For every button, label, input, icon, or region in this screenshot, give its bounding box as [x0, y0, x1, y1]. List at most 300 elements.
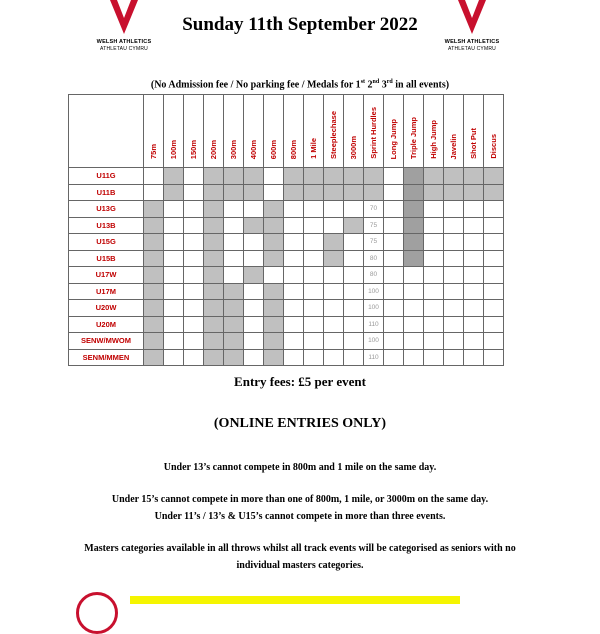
cell-unavailable — [164, 168, 184, 185]
cell-available — [184, 283, 204, 300]
cell-unavailable — [284, 168, 304, 185]
events-grid-body — [69, 168, 504, 366]
cell-available — [164, 349, 184, 366]
cell-available — [424, 349, 444, 366]
cell-available — [384, 184, 404, 201]
cell-available — [244, 349, 264, 366]
hurdle-height: 100 — [364, 283, 384, 300]
cell-available — [344, 349, 364, 366]
cell-available — [384, 267, 404, 284]
cell-available — [444, 267, 464, 284]
cell-unavailable — [264, 201, 284, 218]
cell-unavailable — [244, 184, 264, 201]
event-header — [464, 95, 484, 168]
cell-available — [244, 234, 264, 251]
cell-unavailable — [164, 184, 184, 201]
note-sup-3: rd — [386, 79, 393, 85]
cell-available — [424, 201, 444, 218]
table-row — [69, 300, 504, 317]
cell-available — [284, 283, 304, 300]
events-header-row — [69, 95, 504, 168]
cell-available — [304, 250, 324, 267]
cell-unavailable — [204, 250, 224, 267]
category-label: U11B — [69, 184, 144, 201]
event-header — [404, 95, 424, 168]
cell-available — [184, 333, 204, 350]
cell-available — [304, 349, 324, 366]
cell-available — [304, 267, 324, 284]
cell-unavailable — [264, 300, 284, 317]
cell-available — [324, 349, 344, 366]
cell-available — [304, 300, 324, 317]
cell-available — [484, 234, 504, 251]
admission-note — [0, 79, 600, 90]
cell-unavailable — [224, 300, 244, 317]
cell-available — [184, 300, 204, 317]
cell-available — [384, 168, 404, 185]
event-label: 300m — [229, 139, 238, 159]
category-label: U13B — [69, 217, 144, 234]
cell-available — [244, 333, 264, 350]
cell-available — [404, 316, 424, 333]
cell-unavailable — [224, 168, 244, 185]
cell-available — [424, 283, 444, 300]
cell-available — [404, 333, 424, 350]
cell-available — [404, 267, 424, 284]
logo-text-welsh: ATHLETAU CYMRU — [100, 46, 148, 52]
footer-logo-partial — [76, 592, 118, 634]
cell-available — [224, 201, 244, 218]
rule-under15: Under 15’s cannot compete in more than one of 800m, 1 mile, or 3000m on the same day. — [111, 494, 489, 505]
event-label: Discus — [489, 134, 498, 159]
table-row — [69, 168, 504, 185]
cell-unavailable — [324, 250, 344, 267]
cell-available — [424, 316, 444, 333]
category-label: U13G — [69, 201, 144, 218]
cell-available — [384, 333, 404, 350]
cell-unavailable — [464, 184, 484, 201]
cell-unavailable — [264, 333, 284, 350]
cell-available — [184, 316, 204, 333]
cell-available — [444, 316, 464, 333]
note-mid-2: 2 — [365, 79, 373, 91]
cell-unavailable — [344, 217, 364, 234]
logo-text-english: WELSH ATHLETICS — [444, 39, 500, 45]
cell-unavailable — [424, 184, 444, 201]
cell-available — [404, 349, 424, 366]
cell-unavailable-dark — [404, 168, 424, 185]
event-header — [264, 95, 284, 168]
table-row — [69, 333, 504, 350]
cell-available — [284, 349, 304, 366]
event-header — [344, 95, 364, 168]
cell-unavailable — [144, 267, 164, 284]
cell-available — [384, 316, 404, 333]
event-label: 600m — [269, 139, 278, 159]
page-title: Sunday 11th September 2022 — [182, 14, 418, 35]
rule-masters-line1: Masters categories available in all throws whilst all track events will be categorised as seniors with no — [84, 543, 516, 554]
event-header — [364, 95, 384, 168]
cell-available — [484, 300, 504, 317]
cell-unavailable-dark — [404, 234, 424, 251]
cell-unavailable — [284, 184, 304, 201]
cell-unavailable — [144, 349, 164, 366]
cell-available — [484, 333, 504, 350]
cell-unavailable — [444, 168, 464, 185]
hurdle-height: 110 — [364, 316, 384, 333]
event-header — [224, 95, 244, 168]
event-header — [244, 95, 264, 168]
cell-available — [324, 267, 344, 284]
cell-unavailable-dark — [404, 184, 424, 201]
cell-available — [184, 234, 204, 251]
cell-available — [244, 250, 264, 267]
hurdle-height: 75 — [364, 234, 384, 251]
cell-available — [424, 300, 444, 317]
cell-available — [484, 267, 504, 284]
event-label: 150m — [189, 139, 198, 159]
cell-available — [324, 217, 344, 234]
cell-available — [444, 300, 464, 317]
event-label: 75m — [149, 143, 158, 159]
cell-available — [144, 184, 164, 201]
event-header — [144, 95, 164, 168]
cell-available — [164, 234, 184, 251]
cell-available — [184, 250, 204, 267]
event-header — [424, 95, 444, 168]
cell-unavailable — [204, 234, 224, 251]
cell-available — [464, 333, 484, 350]
table-row — [69, 217, 504, 234]
footer-yellow-banner — [130, 596, 460, 604]
cell-available — [404, 283, 424, 300]
cell-available — [444, 349, 464, 366]
cell-available — [284, 250, 304, 267]
hurdle-height: 100 — [364, 300, 384, 317]
cell-available — [384, 234, 404, 251]
category-label: U15G — [69, 234, 144, 251]
cell-unavailable — [244, 267, 264, 284]
cell-available — [324, 333, 344, 350]
note-mid-3: 3 — [379, 79, 387, 91]
cell-available — [424, 234, 444, 251]
cell-available — [444, 283, 464, 300]
cell-available — [444, 250, 464, 267]
table-row — [69, 250, 504, 267]
cell-unavailable — [364, 184, 384, 201]
cell-unavailable — [144, 333, 164, 350]
cell-unavailable — [204, 201, 224, 218]
cell-available — [284, 333, 304, 350]
cell-available — [344, 234, 364, 251]
event-label: Steeplechase — [329, 111, 338, 159]
cell-unavailable — [444, 184, 464, 201]
hurdle-height: 75 — [364, 217, 384, 234]
cell-available — [244, 283, 264, 300]
cell-available — [304, 283, 324, 300]
cell-available — [164, 333, 184, 350]
online-entries-notice: (ONLINE ENTRIES ONLY) — [213, 416, 387, 431]
table-row — [69, 234, 504, 251]
cell-available — [464, 316, 484, 333]
cell-unavailable — [204, 300, 224, 317]
table-row — [69, 184, 504, 201]
cell-unavailable — [264, 349, 284, 366]
cell-available — [384, 201, 404, 218]
cell-available — [164, 201, 184, 218]
event-label: 1 Mile — [309, 138, 318, 159]
cell-available — [304, 234, 324, 251]
cell-available — [144, 168, 164, 185]
table-row — [69, 316, 504, 333]
cell-available — [344, 283, 364, 300]
event-label: 100m — [169, 139, 178, 159]
event-label: Javelin — [449, 133, 458, 159]
cell-available — [164, 300, 184, 317]
cell-available — [244, 300, 264, 317]
cell-available — [164, 267, 184, 284]
cell-available — [264, 267, 284, 284]
cell-unavailable — [204, 168, 224, 185]
cell-available — [344, 316, 364, 333]
cell-unavailable — [144, 217, 164, 234]
cell-unavailable — [324, 184, 344, 201]
cell-available — [284, 217, 304, 234]
cell-unavailable — [224, 184, 244, 201]
cell-available — [344, 300, 364, 317]
cell-available — [484, 283, 504, 300]
event-label: Sprint Hurdles — [369, 107, 378, 159]
cell-unavailable — [204, 267, 224, 284]
cell-available — [264, 168, 284, 185]
cell-available — [344, 250, 364, 267]
cell-available — [484, 250, 504, 267]
cell-unavailable — [144, 201, 164, 218]
category-label: SENW/MWOM — [69, 333, 144, 350]
cell-available — [284, 316, 304, 333]
cell-unavailable — [224, 316, 244, 333]
hurdle-height: 80 — [364, 267, 384, 284]
cell-available — [444, 234, 464, 251]
category-label: U17M — [69, 283, 144, 300]
cell-unavailable — [144, 283, 164, 300]
category-label: U15B — [69, 250, 144, 267]
cell-available — [424, 333, 444, 350]
cell-available — [184, 267, 204, 284]
cell-available — [444, 217, 464, 234]
cell-available — [324, 300, 344, 317]
cell-unavailable-dark — [404, 201, 424, 218]
cell-available — [304, 316, 324, 333]
cell-available — [324, 316, 344, 333]
cell-available — [164, 217, 184, 234]
cell-available — [384, 283, 404, 300]
cell-available — [464, 349, 484, 366]
cell-unavailable — [344, 168, 364, 185]
cell-available — [324, 283, 344, 300]
table-row — [69, 349, 504, 366]
cell-unavailable — [344, 184, 364, 201]
cell-available — [344, 201, 364, 218]
rule-under13: Under 13’s cannot compete in 800m and 1 mile on the same day. — [163, 462, 437, 473]
cell-available — [344, 333, 364, 350]
cell-unavailable — [424, 168, 444, 185]
cell-available — [164, 283, 184, 300]
cell-unavailable — [144, 234, 164, 251]
cell-available — [384, 300, 404, 317]
hurdle-height: 100 — [364, 333, 384, 350]
event-label: High Jump — [429, 120, 438, 159]
event-label: 3000m — [349, 135, 358, 159]
logo-text-english: WELSH ATHLETICS — [96, 39, 152, 45]
cell-available — [464, 234, 484, 251]
event-header — [324, 95, 344, 168]
cell-available — [424, 250, 444, 267]
cell-available — [424, 267, 444, 284]
cell-unavailable — [264, 217, 284, 234]
grid-corner — [69, 95, 144, 168]
event-label: Triple Jump — [409, 116, 418, 159]
cell-unavailable — [144, 250, 164, 267]
table-row — [69, 201, 504, 218]
cell-available — [464, 283, 484, 300]
logo-text-welsh: ATHLETAU CYMRU — [448, 46, 496, 52]
cell-available — [464, 300, 484, 317]
note-suffix: in all events) — [392, 79, 450, 91]
cell-available — [304, 333, 324, 350]
cell-unavailable — [204, 217, 224, 234]
cell-unavailable — [204, 184, 224, 201]
cell-available — [224, 267, 244, 284]
cell-unavailable — [304, 184, 324, 201]
cell-available — [344, 267, 364, 284]
cell-available — [184, 201, 204, 218]
cell-available — [484, 316, 504, 333]
event-label: 400m — [249, 139, 258, 159]
cell-available — [224, 234, 244, 251]
cell-available — [384, 349, 404, 366]
cell-available — [284, 201, 304, 218]
cell-available — [184, 217, 204, 234]
cell-unavailable — [244, 217, 264, 234]
cell-unavailable — [264, 283, 284, 300]
note-sup-1: st — [360, 79, 366, 85]
cell-unavailable — [144, 300, 164, 317]
cell-unavailable — [364, 168, 384, 185]
cell-unavailable — [224, 333, 244, 350]
cell-available — [444, 201, 464, 218]
event-header — [164, 95, 184, 168]
cell-available — [484, 217, 504, 234]
cell-unavailable — [484, 168, 504, 185]
cell-available — [284, 267, 304, 284]
cell-available — [484, 201, 504, 218]
table-row — [69, 283, 504, 300]
category-label: U17W — [69, 267, 144, 284]
category-label: SENM/MMEN — [69, 349, 144, 366]
cell-available — [164, 250, 184, 267]
event-header — [304, 95, 324, 168]
cell-available — [464, 267, 484, 284]
cell-unavailable — [324, 168, 344, 185]
cell-unavailable — [224, 283, 244, 300]
event-header — [384, 95, 404, 168]
event-header — [444, 95, 464, 168]
cell-unavailable — [304, 168, 324, 185]
cell-unavailable — [204, 283, 224, 300]
cell-available — [464, 201, 484, 218]
cell-available — [184, 168, 204, 185]
cell-unavailable — [204, 316, 224, 333]
hurdle-height: 80 — [364, 250, 384, 267]
event-header — [484, 95, 504, 168]
cell-available — [324, 201, 344, 218]
cell-available — [224, 250, 244, 267]
cell-unavailable — [264, 250, 284, 267]
cell-available — [284, 300, 304, 317]
cell-available — [184, 349, 204, 366]
cell-unavailable — [464, 168, 484, 185]
event-header — [284, 95, 304, 168]
rule-masters-line2: individual masters categories. — [236, 560, 364, 571]
note-prefix: (No Admission fee / No parking fee / Medals for 1 — [150, 79, 361, 91]
event-label: 800m — [289, 139, 298, 159]
event-label: Long Jump — [389, 118, 398, 159]
events-grid — [68, 94, 504, 366]
cell-available — [264, 184, 284, 201]
cell-available — [164, 316, 184, 333]
hurdle-height: 110 — [364, 349, 384, 366]
cell-available — [304, 217, 324, 234]
cell-unavailable — [204, 349, 224, 366]
cell-unavailable — [484, 184, 504, 201]
cell-available — [384, 250, 404, 267]
cell-available — [404, 300, 424, 317]
cell-available — [224, 217, 244, 234]
hurdle-height: 70 — [364, 201, 384, 218]
rule-event-limit: Under 11’s / 13’s & U15’s cannot compete in more than three events. — [154, 511, 446, 522]
cell-unavailable-dark — [404, 217, 424, 234]
cell-available — [384, 217, 404, 234]
cell-unavailable — [264, 316, 284, 333]
cell-available — [464, 250, 484, 267]
cell-unavailable-dark — [404, 250, 424, 267]
table-row — [69, 267, 504, 284]
cell-available — [284, 234, 304, 251]
cell-unavailable — [144, 316, 164, 333]
cell-available — [244, 316, 264, 333]
cell-available — [184, 184, 204, 201]
cell-available — [464, 217, 484, 234]
category-label: U20M — [69, 316, 144, 333]
cell-unavailable — [224, 349, 244, 366]
cell-unavailable — [324, 234, 344, 251]
cell-unavailable — [204, 333, 224, 350]
cell-unavailable — [244, 168, 264, 185]
cell-available — [304, 201, 324, 218]
event-header — [184, 95, 204, 168]
cell-available — [444, 333, 464, 350]
event-label: Shot Put — [469, 128, 478, 159]
entry-fees: Entry fees: £5 per event — [234, 374, 366, 389]
cell-available — [424, 217, 444, 234]
cell-unavailable — [264, 234, 284, 251]
note-sup-2: nd — [372, 79, 380, 85]
event-header — [204, 95, 224, 168]
event-label: 200m — [209, 139, 218, 159]
cell-available — [484, 349, 504, 366]
category-label: U11G — [69, 168, 144, 185]
